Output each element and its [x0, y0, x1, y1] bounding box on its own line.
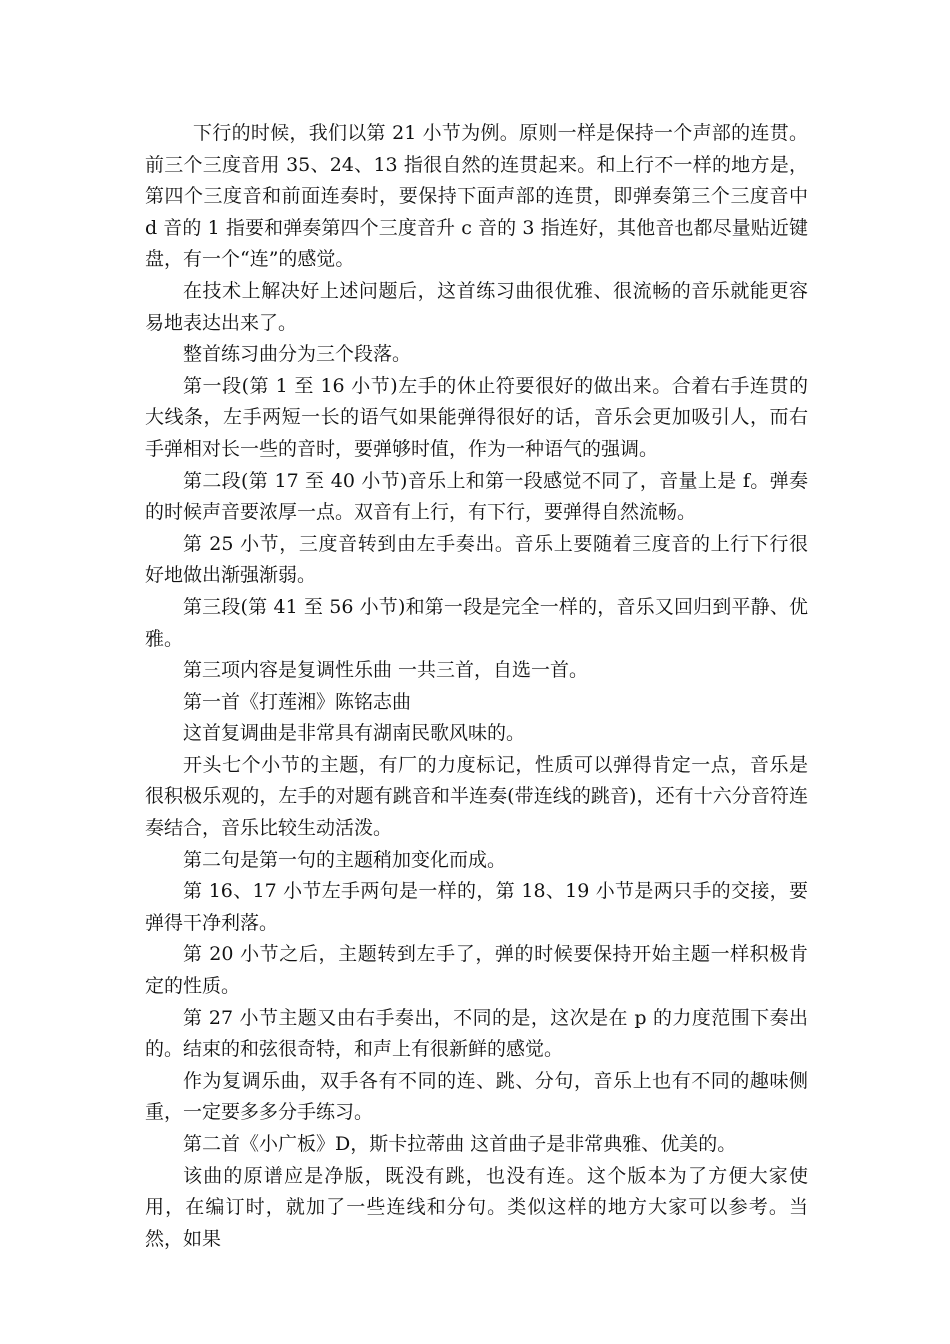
paragraph-9: 第一首《打莲湘》陈铭志曲 — [183, 690, 412, 713]
paragraph-8: 第三项内容是复调性乐曲 一共三首，自选一首。 — [183, 659, 589, 682]
paragraph-11: 开头七个小节的主题，有厂的力度标记，性质可以弹得肯定一点，音乐是很积极乐观的，左手的对题有跳音和半连奏(带连线的跳音)，还有十六分音符连奏结合，音乐比较生动活泼。 — [145, 753, 808, 840]
paragraph-15: 第 27 小节主题又由右手奏出，不同的是，这次是在 p 的力度范围下奏出的。结束的和弦很奇特，和声上有很新鲜的感觉。 — [145, 1006, 808, 1061]
paragraph-7: 第三段(第 41 至 56 小节)和第一段是完全一样的，音乐又回归到平静、优雅。 — [145, 595, 808, 650]
paragraph-2: 在技术上解决好上述问题后，这首练习曲很优雅、很流畅的音乐就能更容易地表达出来了。 — [145, 279, 808, 334]
paragraph-16: 作为复调乐曲，双手各有不同的连、跳、分句，音乐上也有不同的趣味侧重，一定要多多分手练习。 — [145, 1069, 808, 1124]
paragraph-4: 第一段(第 1 至 16 小节)左手的休止符要很好的做出来。合着右手连贯的大线条，左手两短一长的语气如果能弹得很好的话，音乐会更加吸引人，而右手弹相对长一些的音时，要弹够时值，作为一种语气的强调。 — [145, 374, 808, 460]
body-text — [145, 118, 808, 1255]
paragraph-6: 第 25 小节，三度音转到由左手奏出。音乐上要随着三度音的上行下行很好地做出渐强渐弱。 — [145, 532, 808, 587]
paragraph-14: 第 20 小节之后，主题转到左手了，弹的时候要保持开始主题一样积极肯定的性质。 — [145, 943, 808, 998]
paragraph-13: 第 16、17 小节左手两句是一样的，第 18、19 小节是两只手的交接，要弹得干净利落。 — [145, 880, 808, 934]
paragraph-12: 第二句是第一句的主题稍加变化而成。 — [183, 848, 507, 871]
paragraph-1: 下行的时候，我们以第 21 小节为例。原则一样是保持一个声部的连贯。前三个三度音用 35、24、13 指很自然的连贯起来。和上行不一样的地方是，第四个三度音和前面连奏时，要保持下面声部的连贯，即弹奏第三个三度音中 d 音的 1 指要和弹奏第四个三度音升 c 音的 3 指连好，其他音也都尽量贴近键盘，有一个“连”的感觉。 — [145, 122, 808, 271]
paragraph-10: 这首复调曲是非常具有湖南民歌风味的。 — [183, 722, 526, 745]
paragraph-5: 第二段(第 17 至 40 小节)音乐上和第一段感觉不同了，音量上是 f。弹奏的时候声音要浓厚一点。双音有上行，有下行，要弹得自然流畅。 — [145, 469, 808, 524]
paragraph-17: 第二首《小广板》D，斯卡拉蒂曲 这首曲子是非常典雅、优美的。 — [183, 1133, 737, 1155]
paragraph-18: 该曲的原谱应是净版，既没有跳，也没有连。这个版本为了方便大家使用，在编订时，就加了一些连线和分句。类似这样的地方大家可以参考。当然，如果 — [145, 1164, 808, 1250]
paragraph-3: 整首练习曲分为三个段落。 — [183, 343, 412, 366]
